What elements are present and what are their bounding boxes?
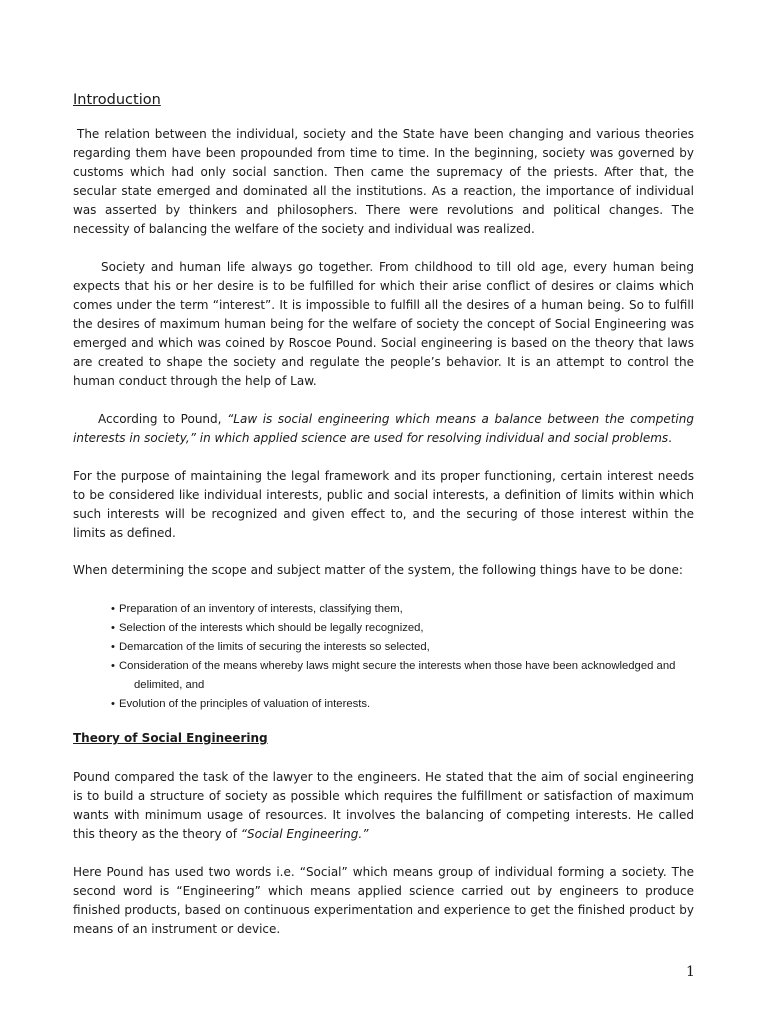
list-item-text: Demarcation of the limits of securing the interests so selected, (119, 641, 430, 653)
paragraph-pound-quote (73, 410, 694, 448)
paragraph-two-words: Here Pound has used two words i.e. “Social” which means group of individual forming a society. The second word is “Engineering” which means applied science carried out by engineers to produce finished products, based on continuous experimentation and experience to get the finished product by means of an instrument or device. (73, 865, 694, 936)
theory-text: Pound compared the task of the lawyer to the engineers. He stated that the aim of social engineering is to build a structure of society as possible which requires the fulfillment or satisfaction of maximum wants with minimum usage of resources. It involves the balancing of competing interests. He called this theory as the theory of (73, 770, 694, 841)
list-item (111, 695, 697, 714)
quote-lead: According to Pound, (98, 412, 228, 426)
paragraph-intro: The relation between the individual, society and the State have been changing and various theories regarding them have been propounded from time to time. In the beginning, society was governed by customs which had only social sanction. Then came the supremacy of the priests. After that, the secular state emerged and dominated all the institutions. As a reaction, the importance of individual was asserted by thinkers and philosophers. There were revolutions and political changes. The necessity of balancing the welfare of the society and individual was realized. (73, 127, 694, 236)
list-item (111, 638, 697, 657)
list-item-text: Preparation of an inventory of interests, classifying them, (119, 603, 403, 615)
quote-italic: “Law is social engineering which means a balance between the competing interests in society,” in which applied science are used for resolving individual and social problems (73, 412, 694, 445)
paragraph-engineering-theory (73, 768, 694, 844)
paragraph-legal-framework: For the purpose of maintaining the legal framework and its proper functioning, certain interest needs to be considered like individual interests, public and social interests, a definition of limits within which such interests will be recognized and given effect to, and the securing of those interest within the limits as defined. (73, 469, 694, 540)
list-item-text: Evolution of the principles of valuation of interests. (119, 698, 371, 710)
list-item (111, 619, 697, 638)
paragraph-society: Society and human life always go together. From childhood to till old age, every human being expects that his or her desire is to be fulfilled for which their arise conflict of desires or claims which comes under the term “interest”. It is impossible to fulfill all the desires of a human being. So to fulfill the desires of maximum human being for the welfare of society the concept of Social Engineering was emerged and which was coined by Roscoe Pound. Social engineering is based on the theory that laws are created to shape the society and regulate the people’s behavior. It is an attempt to control the human conduct through the help of Law. (73, 260, 694, 388)
page-title: Introduction (73, 92, 161, 108)
list-item (111, 657, 697, 695)
list-item-continuation: delimited, and (134, 679, 205, 691)
interests-list (111, 600, 697, 714)
page-number: 1 (686, 964, 695, 980)
list-item-text: Consideration of the means whereby laws might secure the interests when those have been acknowledged and (119, 660, 676, 672)
theory-italic: “Social Engineering.” (240, 827, 369, 841)
list-item (111, 600, 697, 619)
list-item-text: Selection of the interests which should be legally recognized, (119, 622, 424, 634)
quote-end: . (668, 431, 672, 445)
section-heading: Theory of Social Engineering (73, 731, 268, 745)
paragraph-scope: When determining the scope and subject matter of the system, the following things have to be done: (73, 563, 683, 577)
